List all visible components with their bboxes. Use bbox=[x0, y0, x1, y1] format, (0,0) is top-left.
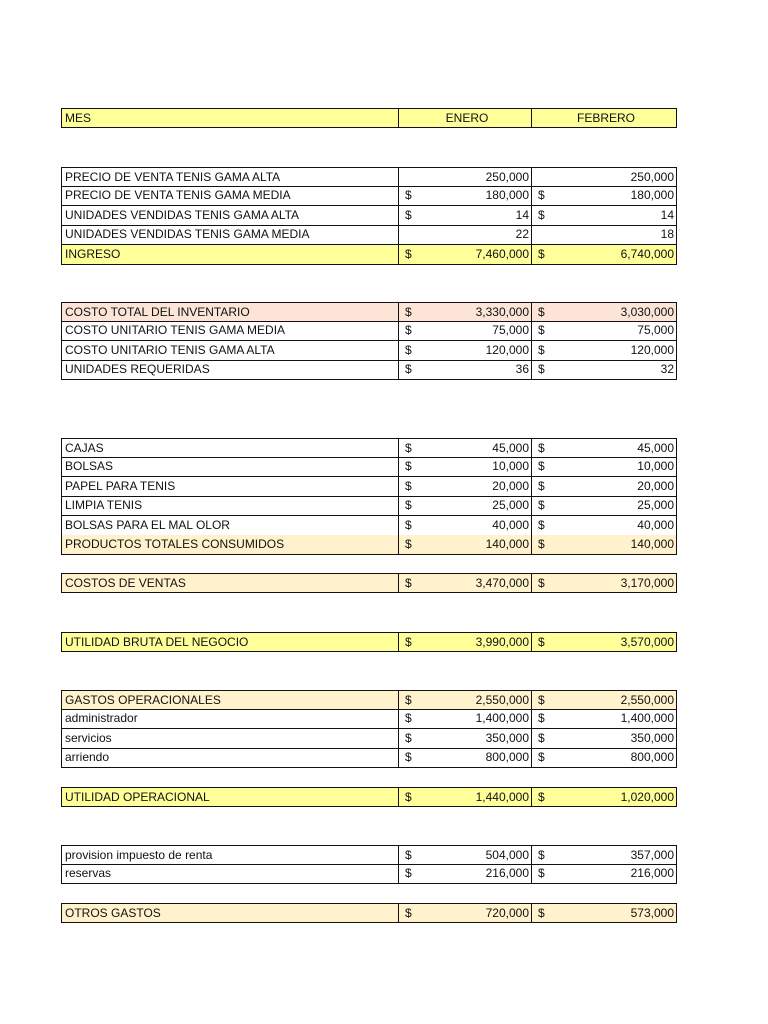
table-row bbox=[61, 225, 677, 245]
currency-symbol: $ bbox=[538, 323, 545, 338]
febrero-cell[interactable] bbox=[532, 709, 677, 729]
table-row bbox=[61, 864, 677, 884]
table-row bbox=[61, 845, 677, 865]
currency-symbol: $ bbox=[405, 441, 412, 455]
currency-symbol: $ bbox=[538, 342, 545, 357]
febrero-cell[interactable] bbox=[532, 632, 677, 652]
header-col-enero[interactable]: ENERO bbox=[399, 108, 532, 128]
enero-cell[interactable] bbox=[399, 167, 532, 187]
table-row bbox=[61, 245, 677, 265]
enero-cell[interactable] bbox=[399, 535, 532, 555]
febrero-cell[interactable] bbox=[532, 864, 677, 884]
enero-value: 10,000 bbox=[492, 459, 529, 474]
febrero-cell[interactable] bbox=[532, 321, 677, 341]
enero-value: 2,550,000 bbox=[475, 693, 529, 707]
enero-cell[interactable] bbox=[399, 457, 532, 477]
febrero-value: 10,000 bbox=[637, 459, 674, 474]
enero-value: 20,000 bbox=[492, 478, 529, 493]
febrero-cell[interactable] bbox=[532, 167, 677, 187]
febrero-cell[interactable] bbox=[532, 477, 677, 497]
header-label[interactable]: MES bbox=[61, 108, 399, 128]
enero-cell[interactable] bbox=[399, 845, 532, 865]
row-label[interactable]: UNIDADES REQUERIDAS bbox=[61, 360, 399, 380]
table-row bbox=[61, 438, 677, 458]
enero-cell[interactable] bbox=[399, 748, 532, 768]
febrero-value: 3,570,000 bbox=[620, 635, 674, 649]
table-row bbox=[61, 477, 677, 497]
enero-value: 40,000 bbox=[492, 517, 529, 532]
febrero-value: 250,000 bbox=[630, 170, 674, 184]
febrero-value: 357,000 bbox=[630, 848, 674, 862]
currency-symbol: $ bbox=[405, 517, 412, 532]
enero-cell[interactable] bbox=[399, 729, 532, 749]
enero-cell[interactable] bbox=[399, 864, 532, 884]
row-label[interactable]: COSTOS DE VENTAS bbox=[61, 573, 399, 593]
febrero-cell[interactable] bbox=[532, 225, 677, 245]
currency-symbol: $ bbox=[405, 362, 412, 377]
currency-symbol bbox=[538, 168, 552, 186]
currency-symbol: $ bbox=[405, 790, 412, 804]
row-label[interactable]: servicios bbox=[61, 729, 399, 749]
enero-value: 350,000 bbox=[485, 730, 529, 745]
febrero-value: 14 bbox=[660, 207, 674, 222]
currency-symbol: $ bbox=[538, 478, 545, 493]
currency-symbol: $ bbox=[538, 517, 545, 532]
febrero-cell[interactable] bbox=[532, 186, 677, 206]
header-row bbox=[61, 108, 677, 128]
enero-cell[interactable] bbox=[399, 477, 532, 497]
currency-symbol: $ bbox=[405, 576, 412, 590]
currency-symbol: $ bbox=[538, 441, 545, 455]
currency-symbol: $ bbox=[405, 342, 412, 357]
currency-symbol: $ bbox=[538, 459, 545, 474]
febrero-value: 573,000 bbox=[630, 906, 674, 920]
enero-cell[interactable] bbox=[399, 245, 532, 265]
febrero-value: 25,000 bbox=[637, 498, 674, 513]
enero-cell[interactable] bbox=[399, 360, 532, 380]
table-row bbox=[61, 748, 677, 768]
febrero-cell[interactable] bbox=[532, 729, 677, 749]
table-row bbox=[61, 206, 677, 226]
febrero-value: 120,000 bbox=[630, 342, 674, 357]
enero-value: 250,000 bbox=[485, 170, 529, 184]
table-row bbox=[61, 167, 677, 187]
enero-value: 7,460,000 bbox=[475, 246, 529, 261]
currency-symbol bbox=[405, 225, 419, 244]
currency-symbol bbox=[405, 168, 419, 186]
table-row bbox=[61, 787, 677, 807]
table-row bbox=[61, 186, 677, 206]
currency-symbol: $ bbox=[538, 848, 545, 862]
febrero-cell[interactable] bbox=[532, 302, 677, 322]
enero-value: 1,400,000 bbox=[475, 711, 529, 726]
enero-value: 1,440,000 bbox=[475, 790, 529, 804]
currency-symbol: $ bbox=[405, 323, 412, 338]
table-row bbox=[61, 360, 677, 380]
enero-cell[interactable] bbox=[399, 186, 532, 206]
table-row bbox=[61, 321, 677, 341]
row-label[interactable]: LIMPIA TENIS bbox=[61, 496, 399, 516]
row-label[interactable]: administrador bbox=[61, 709, 399, 729]
currency-symbol: $ bbox=[405, 305, 412, 319]
row-label[interactable]: UTILIDAD BRUTA DEL NEGOCIO bbox=[61, 632, 399, 652]
febrero-cell[interactable] bbox=[532, 438, 677, 458]
febrero-cell[interactable] bbox=[532, 516, 677, 536]
febrero-value: 800,000 bbox=[630, 750, 674, 765]
currency-symbol: $ bbox=[405, 246, 412, 261]
febrero-value: 45,000 bbox=[637, 441, 674, 455]
febrero-value: 40,000 bbox=[637, 517, 674, 532]
row-label[interactable]: UTILIDAD OPERACIONAL bbox=[61, 787, 399, 807]
enero-value: 3,470,000 bbox=[475, 576, 529, 590]
row-label[interactable]: COSTO UNITARIO TENIS GAMA MEDIA bbox=[61, 321, 399, 341]
enero-cell[interactable] bbox=[399, 496, 532, 516]
table-row bbox=[61, 903, 677, 923]
enero-value: 120,000 bbox=[485, 342, 529, 357]
febrero-cell[interactable] bbox=[532, 360, 677, 380]
row-label[interactable]: COSTO UNITARIO TENIS GAMA ALTA bbox=[61, 341, 399, 361]
enero-cell[interactable] bbox=[399, 690, 532, 710]
febrero-cell[interactable] bbox=[532, 457, 677, 477]
table-row bbox=[61, 302, 677, 322]
febrero-value: 1,020,000 bbox=[620, 790, 674, 804]
currency-symbol: $ bbox=[405, 711, 412, 726]
table-row bbox=[61, 729, 677, 749]
febrero-cell[interactable] bbox=[532, 206, 677, 226]
enero-value: 22 bbox=[515, 227, 529, 242]
enero-cell[interactable] bbox=[399, 709, 532, 729]
row-label[interactable]: CAJAS bbox=[61, 438, 399, 458]
febrero-value: 2,550,000 bbox=[620, 693, 674, 707]
currency-symbol: $ bbox=[538, 693, 545, 707]
febrero-value: 75,000 bbox=[637, 323, 674, 338]
febrero-cell[interactable] bbox=[532, 748, 677, 768]
febrero-value: 20,000 bbox=[637, 478, 674, 493]
febrero-value: 18 bbox=[660, 227, 674, 242]
currency-symbol: $ bbox=[538, 537, 545, 551]
enero-cell[interactable] bbox=[399, 321, 532, 341]
enero-cell[interactable] bbox=[399, 787, 532, 807]
febrero-value: 140,000 bbox=[630, 537, 674, 551]
febrero-value: 32 bbox=[660, 362, 674, 377]
currency-symbol: $ bbox=[405, 906, 412, 920]
enero-value: 25,000 bbox=[492, 498, 529, 513]
table-row bbox=[61, 573, 677, 593]
febrero-value: 216,000 bbox=[630, 866, 674, 881]
row-label[interactable]: reservas bbox=[61, 864, 399, 884]
enero-value: 140,000 bbox=[485, 537, 529, 551]
table-row bbox=[61, 457, 677, 477]
enero-value: 216,000 bbox=[485, 866, 529, 881]
currency-symbol: $ bbox=[538, 305, 545, 319]
febrero-cell[interactable] bbox=[532, 787, 677, 807]
row-label[interactable]: PRECIO DE VENTA TENIS GAMA ALTA bbox=[61, 167, 399, 187]
currency-symbol: $ bbox=[538, 246, 545, 261]
currency-symbol: $ bbox=[405, 188, 412, 203]
febrero-value: 350,000 bbox=[630, 730, 674, 745]
febrero-value: 3,170,000 bbox=[620, 576, 674, 590]
currency-symbol: $ bbox=[538, 207, 545, 222]
enero-value: 800,000 bbox=[485, 750, 529, 765]
table-row bbox=[61, 341, 677, 361]
febrero-cell[interactable] bbox=[532, 341, 677, 361]
row-label[interactable]: PRECIO DE VENTA TENIS GAMA MEDIA bbox=[61, 186, 399, 206]
febrero-value: 3,030,000 bbox=[620, 305, 674, 319]
enero-cell[interactable] bbox=[399, 573, 532, 593]
currency-symbol: $ bbox=[538, 866, 545, 881]
currency-symbol: $ bbox=[538, 635, 545, 649]
enero-value: 3,330,000 bbox=[475, 305, 529, 319]
row-label[interactable]: BOLSAS bbox=[61, 457, 399, 477]
febrero-cell[interactable] bbox=[532, 245, 677, 265]
enero-cell[interactable] bbox=[399, 632, 532, 652]
enero-value: 36 bbox=[515, 362, 529, 377]
enero-cell[interactable] bbox=[399, 206, 532, 226]
row-label[interactable]: UNIDADES VENDIDAS TENIS GAMA ALTA bbox=[61, 206, 399, 226]
currency-symbol: $ bbox=[538, 362, 545, 377]
table-row bbox=[61, 496, 677, 516]
currency-symbol: $ bbox=[538, 188, 545, 203]
currency-symbol: $ bbox=[405, 750, 412, 765]
currency-symbol: $ bbox=[538, 790, 545, 804]
enero-cell[interactable] bbox=[399, 438, 532, 458]
table-row bbox=[61, 516, 677, 536]
enero-cell[interactable] bbox=[399, 903, 532, 923]
row-label[interactable]: arriendo bbox=[61, 748, 399, 768]
enero-cell[interactable] bbox=[399, 302, 532, 322]
currency-symbol: $ bbox=[405, 498, 412, 513]
currency-symbol: $ bbox=[538, 730, 545, 745]
enero-cell[interactable] bbox=[399, 516, 532, 536]
table-row bbox=[61, 535, 677, 555]
enero-cell[interactable] bbox=[399, 341, 532, 361]
febrero-cell[interactable] bbox=[532, 690, 677, 710]
header-col-febrero[interactable]: FEBRERO bbox=[532, 108, 677, 128]
currency-symbol: $ bbox=[405, 478, 412, 493]
row-label[interactable]: COSTO TOTAL DEL INVENTARIO bbox=[61, 302, 399, 322]
enero-value: 504,000 bbox=[485, 848, 529, 862]
currency-symbol: $ bbox=[538, 906, 545, 920]
enero-value: 720,000 bbox=[485, 906, 529, 920]
currency-symbol: $ bbox=[405, 866, 412, 881]
currency-symbol: $ bbox=[405, 730, 412, 745]
row-label[interactable]: OTROS GASTOS bbox=[61, 903, 399, 923]
currency-symbol: $ bbox=[405, 207, 412, 222]
row-label[interactable]: PAPEL PARA TENIS bbox=[61, 477, 399, 497]
febrero-cell[interactable] bbox=[532, 903, 677, 923]
currency-symbol: $ bbox=[538, 711, 545, 726]
febrero-cell[interactable] bbox=[532, 535, 677, 555]
currency-symbol bbox=[538, 225, 552, 244]
row-label[interactable]: GASTOS OPERACIONALES bbox=[61, 690, 399, 710]
currency-symbol: $ bbox=[405, 693, 412, 707]
currency-symbol: $ bbox=[405, 459, 412, 474]
febrero-cell[interactable] bbox=[532, 573, 677, 593]
currency-symbol: $ bbox=[538, 750, 545, 765]
currency-symbol: $ bbox=[405, 537, 412, 551]
currency-symbol: $ bbox=[538, 498, 545, 513]
currency-symbol: $ bbox=[405, 635, 412, 649]
enero-value: 45,000 bbox=[492, 441, 529, 455]
febrero-value: 6,740,000 bbox=[620, 246, 674, 261]
febrero-value: 1,400,000 bbox=[620, 711, 674, 726]
febrero-value: 180,000 bbox=[630, 188, 674, 203]
row-label[interactable]: PRODUCTOS TOTALES CONSUMIDOS bbox=[61, 535, 399, 555]
table-row bbox=[61, 709, 677, 729]
currency-symbol: $ bbox=[538, 576, 545, 590]
enero-cell[interactable] bbox=[399, 225, 532, 245]
enero-value: 14 bbox=[515, 207, 529, 222]
enero-value: 75,000 bbox=[492, 323, 529, 338]
row-label[interactable]: BOLSAS PARA EL MAL OLOR bbox=[61, 516, 399, 536]
row-label[interactable]: UNIDADES VENDIDAS TENIS GAMA MEDIA bbox=[61, 225, 399, 245]
row-label[interactable]: provision impuesto de renta bbox=[61, 845, 399, 865]
row-label[interactable]: INGRESO bbox=[61, 245, 399, 265]
table-row bbox=[61, 690, 677, 710]
enero-value: 180,000 bbox=[485, 188, 529, 203]
table-row bbox=[61, 632, 677, 652]
febrero-cell[interactable] bbox=[532, 845, 677, 865]
febrero-cell[interactable] bbox=[532, 496, 677, 516]
enero-value: 3,990,000 bbox=[475, 635, 529, 649]
currency-symbol: $ bbox=[405, 848, 412, 862]
